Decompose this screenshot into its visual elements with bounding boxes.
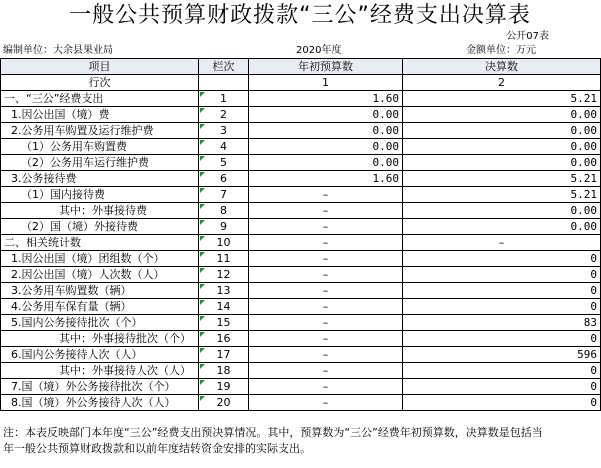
row-final-value: 5.21 — [403, 171, 601, 187]
row-budget-value: – — [249, 331, 403, 347]
table-row — [1, 139, 601, 155]
subheader-blank — [199, 75, 249, 91]
row-number: 15 — [199, 315, 249, 331]
row-budget-value: – — [249, 379, 403, 395]
row-number: 16 — [199, 331, 249, 347]
row-item-name: 2.因公出国（境）人次数（人） — [1, 267, 199, 283]
row-budget-value: – — [249, 219, 403, 235]
amount-unit: 金额单位：万元 — [466, 45, 536, 56]
footnote: 注：本表反映部门本年度“三公”经费支出预决算情况。其中，预算数为“三公”经费年初预算数，决算数是包括当年一般公共预算财政拨款和以前年度结转资金安排的实际支出。 — [3, 426, 543, 455]
row-item-name: 3.公务接待费 — [1, 171, 199, 187]
table-row — [1, 395, 601, 411]
row-final-value: 0.00 — [403, 123, 601, 139]
report-title: 一般公共预算财政拨款“三公”经费支出决算表 — [69, 3, 531, 28]
table-row — [1, 331, 601, 347]
header-row-no: 栏次 — [199, 59, 249, 75]
row-final-value: 0.00 — [403, 155, 601, 171]
row-budget-value: – — [249, 203, 403, 219]
row-final-value: 0 — [403, 299, 601, 315]
table-row — [1, 155, 601, 171]
row-item-name: 1.因公出国（境）费 — [1, 107, 199, 123]
row-item-name: 一、“三公”经费支出 — [1, 91, 199, 107]
row-final-value: 0.00 — [403, 107, 601, 123]
row-item-name: 二、相关统计数 — [1, 235, 199, 251]
table-row — [1, 251, 601, 267]
table-row — [1, 123, 601, 139]
subheader-budget-col: 1 — [249, 75, 403, 91]
row-number: 1 — [199, 91, 249, 107]
row-budget-value: – — [249, 235, 403, 251]
row-budget-value: 0.00 — [249, 155, 403, 171]
form-code: 公开07表 — [506, 31, 549, 42]
row-final-value: 0 — [403, 379, 601, 395]
row-budget-value: 1.60 — [249, 91, 403, 107]
row-item-name: （1）公务用车购置费 — [1, 139, 199, 155]
table-row — [1, 315, 601, 331]
row-item-name: 3.公务用车购置数（辆） — [1, 283, 199, 299]
row-number: 4 — [199, 139, 249, 155]
row-number: 11 — [199, 251, 249, 267]
subheader-item: 行次 — [1, 75, 199, 91]
row-number: 10 — [199, 235, 249, 251]
row-budget-value: – — [249, 283, 403, 299]
row-final-value: 0 — [403, 395, 601, 411]
table-row — [1, 283, 601, 299]
row-budget-value: 1.60 — [249, 171, 403, 187]
table-row — [1, 203, 601, 219]
row-budget-value: 0.00 — [249, 107, 403, 123]
row-budget-value: – — [249, 315, 403, 331]
table-row — [1, 347, 601, 363]
row-item-name: 7.国（境）外公务接待批次（个） — [1, 379, 199, 395]
row-item-name: （2）国（境）外接待费 — [1, 219, 199, 235]
row-number: 14 — [199, 299, 249, 315]
table-row — [1, 363, 601, 379]
row-number: 12 — [199, 267, 249, 283]
row-final-value: 0 — [403, 251, 601, 267]
row-number: 13 — [199, 283, 249, 299]
table-row — [1, 219, 601, 235]
row-budget-value: 0.00 — [249, 123, 403, 139]
row-number: 20 — [199, 395, 249, 411]
table-row — [1, 171, 601, 187]
row-item-name: 5.国内公务接待批次（个） — [1, 315, 199, 331]
row-number: 8 — [199, 203, 249, 219]
row-final-value: 0 — [403, 363, 601, 379]
row-number: 18 — [199, 363, 249, 379]
row-budget-value: – — [249, 347, 403, 363]
row-item-name: 8.国（境）外公务接待人次（人） — [1, 395, 199, 411]
report-year: 2020年度 — [296, 45, 342, 56]
row-final-value: 83 — [403, 315, 601, 331]
row-item-name: 1.因公出国（境）团组数（个） — [1, 251, 199, 267]
table-row — [1, 107, 601, 123]
row-item-name: 其中：外事接待费 — [1, 203, 199, 219]
row-final-value: 5.21 — [403, 91, 601, 107]
row-final-value: 0.00 — [403, 139, 601, 155]
row-final-value: 0.00 — [403, 219, 601, 235]
row-number: 5 — [199, 155, 249, 171]
header-budget: 年初预算数 — [249, 59, 403, 75]
row-item-name: （1）国内接待费 — [1, 187, 199, 203]
table-row — [1, 235, 601, 251]
row-number: 9 — [199, 219, 249, 235]
table-row — [1, 91, 601, 107]
row-item-name: 其中：外事接待批次（个） — [1, 331, 199, 347]
header-final: 决算数 — [403, 59, 601, 75]
row-final-value: 0 — [403, 283, 601, 299]
table-row — [1, 267, 601, 283]
compiling-unit: 编制单位：大余县果业局 — [3, 45, 113, 56]
subheader-final-col: 2 — [403, 75, 601, 91]
row-final-value: 596 — [403, 347, 601, 363]
row-final-value: 5.21 — [403, 187, 601, 203]
header-item: 项目 — [1, 59, 199, 75]
row-number: 7 — [199, 187, 249, 203]
row-item-name: 6.国内公务接待人次（人） — [1, 347, 199, 363]
row-item-name: 其中：外事接待人次（人） — [1, 363, 199, 379]
row-final-value: – — [403, 235, 601, 251]
row-budget-value: 0.00 — [249, 139, 403, 155]
row-budget-value: – — [249, 251, 403, 267]
row-number: 3 — [199, 123, 249, 139]
row-item-name: 2.公务用车购置及运行维护费 — [1, 123, 199, 139]
expenditure-table — [0, 58, 601, 411]
table-row — [1, 379, 601, 395]
row-item-name: 4.公务用车保有量（辆） — [1, 299, 199, 315]
row-budget-value: – — [249, 187, 403, 203]
subheader-row — [1, 75, 601, 91]
table-row — [1, 187, 601, 203]
row-budget-value: – — [249, 299, 403, 315]
row-number: 17 — [199, 347, 249, 363]
header-row — [1, 59, 601, 75]
row-final-value: 0 — [403, 331, 601, 347]
row-number: 19 — [199, 379, 249, 395]
row-final-value: 0.00 — [403, 203, 601, 219]
row-budget-value: – — [249, 395, 403, 411]
row-budget-value: – — [249, 267, 403, 283]
row-number: 2 — [199, 107, 249, 123]
row-budget-value: – — [249, 363, 403, 379]
row-number: 6 — [199, 171, 249, 187]
table-row — [1, 299, 601, 315]
row-item-name: （2）公务用车运行维护费 — [1, 155, 199, 171]
row-final-value: 0 — [403, 267, 601, 283]
